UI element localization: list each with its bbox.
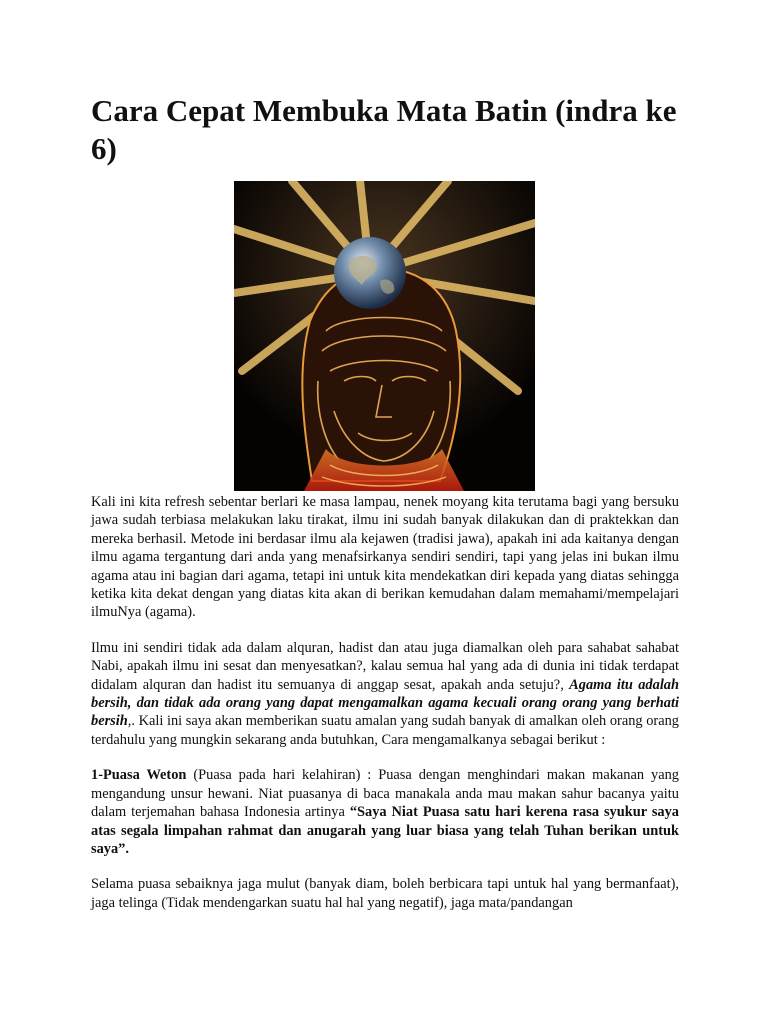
page-title: Cara Cepat Membuka Mata Batin (indra ke 6) — [91, 93, 677, 166]
puasa-weton-heading: 1-Puasa Weton — [91, 767, 187, 784]
article-body — [91, 493, 679, 912]
head-with-earth-rays-icon — [234, 181, 535, 491]
paragraph-3-text: (Puasa pada hari kelahiran) : Puasa dengan menghindari makan makanan yang mengandung unsur hewani. Niat puasanya di baca manakala anda mau makan sahur bacanya yaitu dalam terjemahan bahasa Indonesia artinya — [91, 767, 679, 821]
niat-puasa-quote: “Saya Niat Puasa satu hari kerena rasa syukur saya atas segala limpahan rahmat dan anugarah yang luar biasa yang telah Tuhan berikan untuk saya”. — [91, 804, 680, 857]
paragraph-2-text-a: Ilmu ini sendiri tidak ada dalam alquran, hadist dan atau juga diamalkan oleh para sahabat sahabat Nabi, apakah ilmu ini sesat dan menyesatkan?, kalau semua hal yang ada di dunia ini tidak terdapat didalam alquran dan hadist itu semuanya di anggap sesat, apakah anda setuju?, — [91, 639, 679, 693]
paragraph-2 — [91, 639, 679, 749]
paragraph-2-text-b: ,. Kali ini saya akan memberikan suatu amalan yang sudah banyak di amalkan oleh orang orang terdahulu yang mungkin sekarang anda butuhkan, Cara mengamalkanya sebagai berikut : — [91, 713, 679, 748]
paragraph-4: Selama puasa sebaiknya jaga mulut (banyak diam, boleh berbicara tapi untuk hal yang bermanfaat), jaga telinga (Tidak mendengarkan suatu hal hal yang negatif), jaga mata/pandangan — [91, 876, 679, 911]
paragraph-3 — [91, 766, 679, 858]
illustration — [234, 181, 535, 491]
paragraph-1: Kali ini kita refresh sebentar berlari ke masa lampau, nenek moyang kita terutama bagi yang bersuku jawa sudah terbiasa melakukan laku tirakat, ilmu ini sudah banyak dilakukan dan di praktekkan dan mereka berhasil. Metode ini berdasar ilmu ala kejawen (tradisi jawa), apakah ini ada kaitanya dengan ilmu agama tergantung dari anda yang menafsirkanya sendiri sendiri, tapi yang jelas ini bukan ilmu agama atau ini bagian dari agama, tetapi ini untuk kita mendekatkan diri kepada yang diatas sehingga ketika kita dekat dengan yang diatas kita akan di berikan kemudahan dalam memahami/mempelajari ilmuNya (agama). — [91, 494, 679, 621]
paragraph-2-quote: Agama itu adalah bersih, dan tidak ada orang yang dapat mengamalkan agama kecuali orang orang yang berhati bersih — [91, 676, 680, 730]
